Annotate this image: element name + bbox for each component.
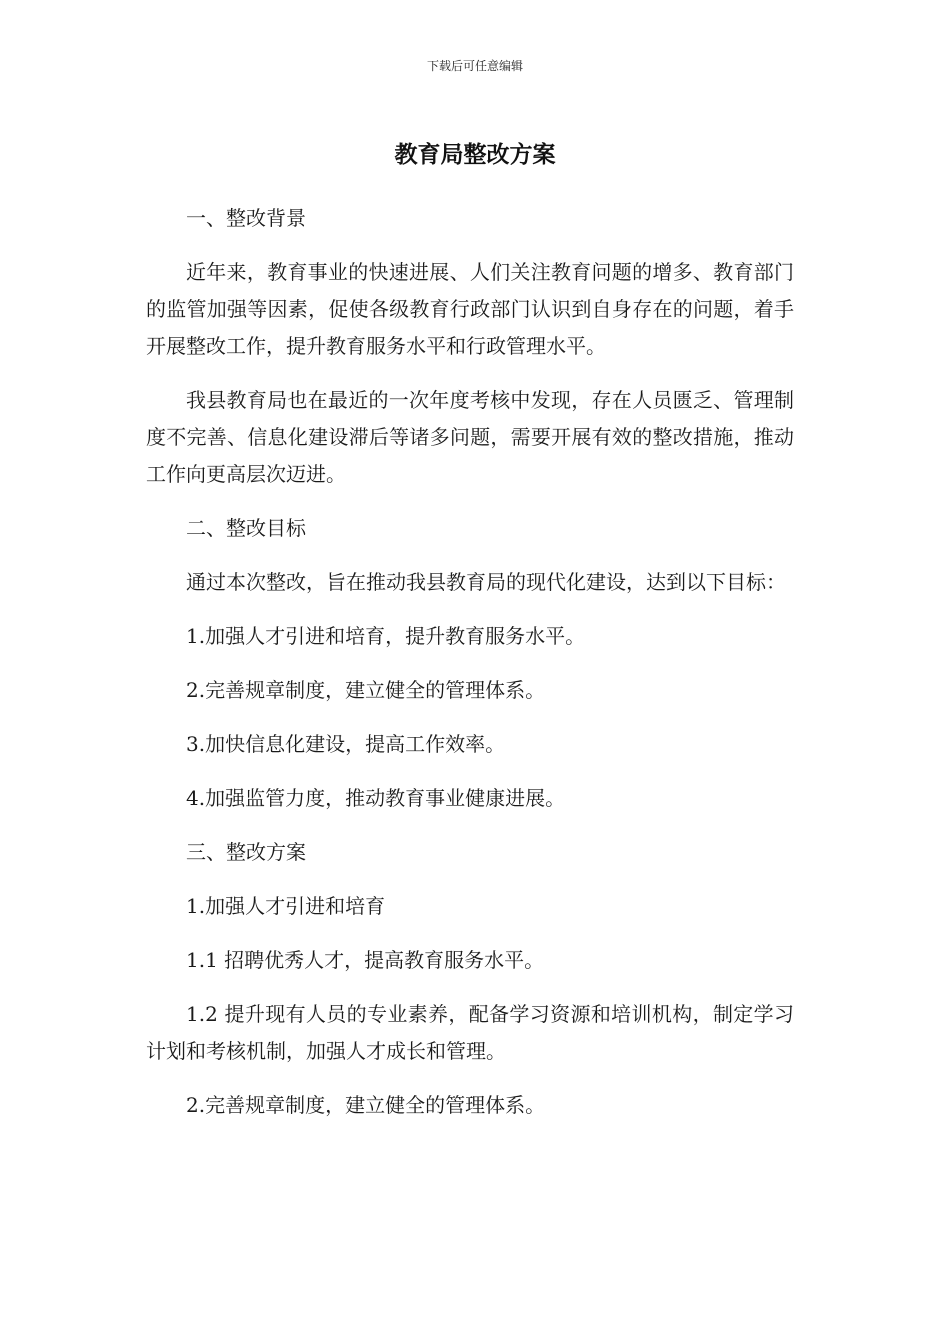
list-item: 3.加快信息化建设，提高工作效率。 — [186, 732, 506, 756]
list-item: 1.2 提升现有人员的专业素养，配备学习资源和培训机构，制定学习计划和考核机制，加强人才成长和管理。 — [146, 1002, 794, 1063]
paragraph: 我县教育局也在最近的一次年度考核中发现，存在人员匮乏、管理制度不完善、信息化建设滞后等诸多问题，需要开展有效的整改措施，推动工作向更高层次迈进。 — [146, 388, 794, 486]
list-item: 1.1 招聘优秀人才，提高教育服务水平。 — [186, 948, 545, 972]
list-item: 2.完善规章制度，建立健全的管理体系。 — [186, 1093, 546, 1117]
document-body — [146, 200, 794, 1141]
list-item: 1.加强人才引进和培育 — [186, 894, 386, 918]
document-title: 教育局整改方案 — [394, 142, 556, 168]
list-item: 1.加强人才引进和培育，提升教育服务水平。 — [186, 624, 586, 648]
section-heading-goals: 二、整改目标 — [186, 516, 306, 540]
header-note: 下载后可任意编辑 — [426, 59, 523, 73]
list-item: 4.加强监管力度，推动教育事业健康进展。 — [186, 786, 566, 810]
list-item: 2.完善规章制度，建立健全的管理体系。 — [186, 678, 546, 702]
section-heading-plan: 三、整改方案 — [186, 840, 306, 864]
paragraph: 通过本次整改，旨在推动我县教育局的现代化建设，达到以下目标： — [186, 570, 786, 594]
section-heading-background: 一、整改背景 — [186, 206, 306, 230]
paragraph: 近年来，教育事业的快速进展、人们关注教育问题的增多、教育部门的监管加强等因素，促使各级教育行政部门认识到自身存在的问题，着手开展整改工作，提升教育服务水平和行政管理水平。 — [146, 260, 794, 358]
